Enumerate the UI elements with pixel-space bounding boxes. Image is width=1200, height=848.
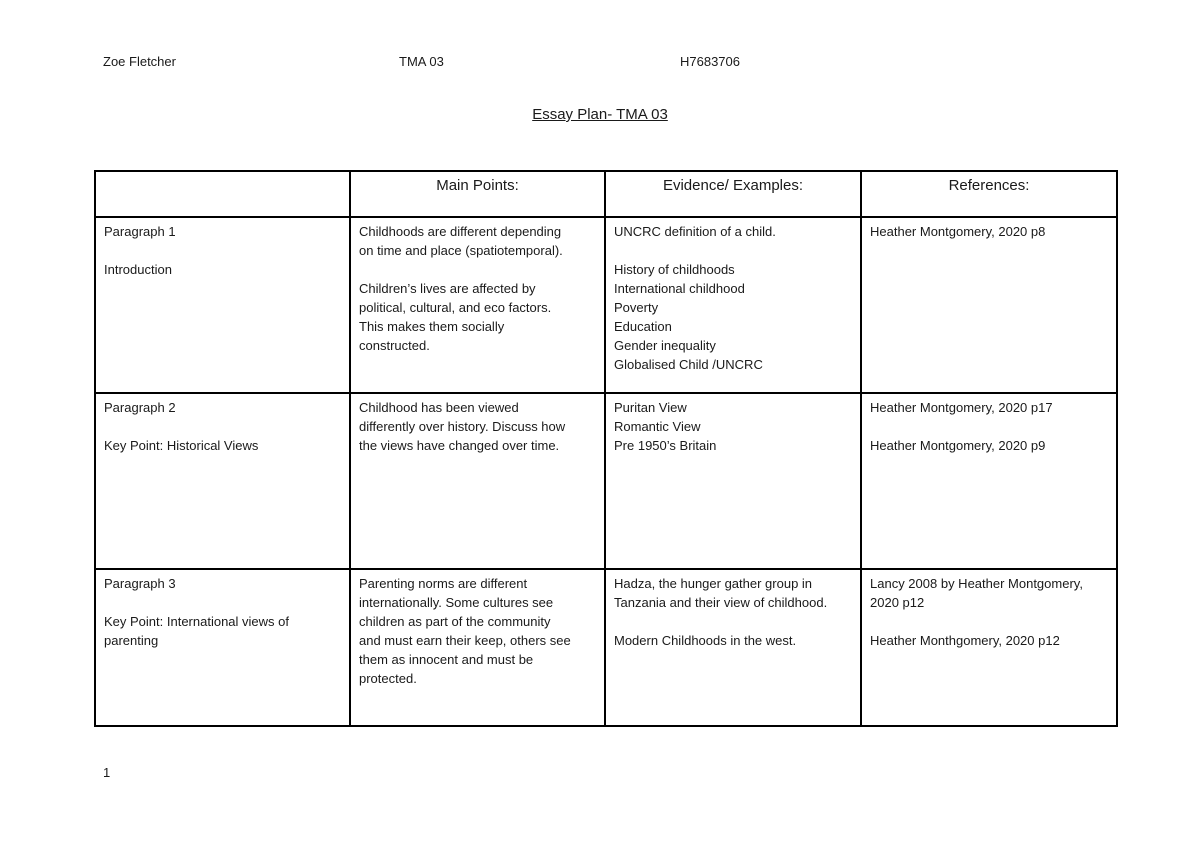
paragraph-label: Paragraph 2 — [104, 400, 176, 415]
main-point-line: internationally. Some cultures see — [359, 595, 554, 610]
main-point-line: children as part of the community — [359, 614, 551, 629]
main-point-line: differently over history. Discuss how — [359, 419, 566, 434]
main-point-line: Parenting norms are different — [359, 576, 528, 591]
main-point-line: This makes them socially — [359, 319, 505, 334]
reference-line: Heather Montgomery, 2020 p8 — [870, 224, 1046, 239]
paragraph-label: Paragraph 1 — [104, 224, 176, 239]
evidence-line: Tanzania and their view of childhood. — [614, 595, 828, 610]
paragraph-topic: parenting — [104, 633, 159, 648]
paragraph-label: Paragraph 3 — [104, 576, 176, 591]
page-number: 1 — [103, 765, 111, 780]
references-cell — [861, 569, 1117, 726]
reference-line: Lancy 2008 by Heather Montgomery, — [870, 576, 1083, 591]
main-point-line: Childhoods are different depending — [359, 224, 562, 239]
evidence-line: Pre 1950’s Britain — [614, 438, 717, 453]
main-point-line: on time and place (spatiotemporal). — [359, 243, 563, 258]
paragraph-label-cell — [95, 217, 350, 393]
main-point-line: protected. — [359, 671, 417, 686]
main-point-line: the views have changed over time. — [359, 438, 560, 453]
assignment-code: TMA 03 — [399, 54, 444, 69]
paragraph-label-cell — [95, 569, 350, 726]
evidence-line: Hadza, the hunger gather group in — [614, 576, 813, 591]
essay-plan-table — [94, 170, 1118, 727]
reference-line: Heather Montgomery, 2020 p9 — [870, 438, 1046, 453]
evidence-line: International childhood — [614, 281, 745, 296]
main-point-line: and must earn their keep, others see — [359, 633, 571, 648]
document-title: Essay Plan- TMA 03 — [532, 106, 668, 123]
evidence-line: Modern Childhoods in the west. — [614, 633, 797, 648]
table-row — [95, 569, 1117, 726]
evidence-cell — [605, 393, 861, 569]
header-cell-main-points: Main Points: — [350, 171, 605, 217]
main-point-line: political, cultural, and eco factors. — [359, 300, 552, 315]
evidence-line: Puritan View — [614, 400, 687, 415]
evidence-cell — [605, 569, 861, 726]
table-row — [95, 393, 1117, 569]
main-point-line: Children’s lives are affected by — [359, 281, 536, 296]
main-point-line: them as innocent and must be — [359, 652, 534, 667]
references-cell — [861, 217, 1117, 393]
reference-line: Heather Monthgomery, 2020 p12 — [870, 633, 1060, 648]
paragraph-topic: Key Point: Historical Views — [104, 438, 259, 453]
evidence-line: UNCRC definition of a child. — [614, 224, 776, 239]
main-point-line: constructed. — [359, 338, 430, 353]
main-points-cell — [350, 393, 605, 569]
paragraph-topic: Key Point: International views of — [104, 614, 289, 629]
student-id: H7683706 — [680, 54, 740, 69]
evidence-line: Poverty — [614, 300, 659, 315]
evidence-line: Education — [614, 319, 672, 334]
main-point-line: Childhood has been viewed — [359, 400, 519, 415]
evidence-line: Globalised Child /UNCRC — [614, 357, 763, 372]
author-name: Zoe Fletcher — [103, 54, 176, 69]
references-cell — [861, 393, 1117, 569]
main-points-cell — [350, 569, 605, 726]
table-header-row — [95, 171, 1117, 217]
header-cell-references: References: — [861, 171, 1117, 217]
header-cell-blank — [95, 171, 350, 217]
header-cell-evidence: Evidence/ Examples: — [605, 171, 861, 217]
evidence-line: Romantic View — [614, 419, 701, 434]
evidence-line: History of childhoods — [614, 262, 735, 277]
evidence-cell — [605, 217, 861, 393]
paragraph-topic: Introduction — [104, 262, 172, 277]
evidence-line: Gender inequality — [614, 338, 716, 353]
reference-line: 2020 p12 — [870, 595, 925, 610]
paragraph-label-cell — [95, 393, 350, 569]
reference-line: Heather Montgomery, 2020 p17 — [870, 400, 1053, 415]
main-points-cell — [350, 217, 605, 393]
table-row — [95, 217, 1117, 393]
